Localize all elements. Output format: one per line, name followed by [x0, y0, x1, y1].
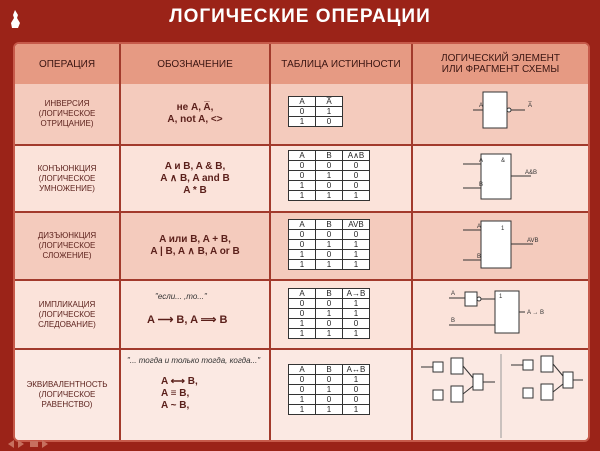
truth-table-imp	[288, 288, 370, 339]
imp-sym-label: 1	[499, 294, 503, 300]
truth-row	[289, 117, 343, 127]
truth-cell-value: 0	[343, 385, 370, 395]
truth-cell-value: 1	[343, 250, 370, 260]
quote-text: "... тогда и только тогда, когда..."	[127, 356, 261, 365]
truth-cell-value: 1	[316, 405, 343, 415]
truth-row	[289, 299, 370, 309]
truth-cell-value: 0	[289, 385, 316, 395]
header-notation: ОБОЗНАЧЕНИЕ	[121, 44, 271, 84]
truth-header-row	[289, 365, 370, 375]
truth-row	[289, 230, 370, 240]
truth-row	[289, 319, 370, 329]
truth-cell-value: 0	[316, 250, 343, 260]
truth-row	[289, 329, 370, 339]
notation-text: A ⟷ B, A ≡ B, A ~ B,	[161, 376, 198, 411]
truth-row	[289, 191, 370, 201]
op-name: ДИЗЪЮНКЦИЯ (ЛОГИЧЕСКОЕ СЛОЖЕНИЕ)	[15, 213, 121, 279]
page-title: ЛОГИЧЕСКИЕ ОПЕРАЦИИ	[169, 6, 431, 27]
table-header	[15, 44, 588, 84]
header-truth-table: ТАБЛИЦА ИСТИННОСТИ	[271, 44, 413, 84]
truth-cell-value: 1	[316, 260, 343, 270]
truth-cell-value: 1	[343, 329, 370, 339]
truth-cell-value: 1	[343, 191, 370, 201]
and-a-label: A	[479, 158, 484, 164]
truth-cell-value: 0	[343, 319, 370, 329]
truth-cell-value: B	[316, 151, 343, 161]
truth-cell-value: 1	[316, 240, 343, 250]
truth-row	[289, 309, 370, 319]
operations-table	[13, 42, 590, 442]
truth-cell-value: 1	[289, 395, 316, 405]
op-name: ЭКВИВАЛЕНТНОСТЬ (ЛОГИЧЕСКОЕ РАВЕНСТВО)	[15, 350, 121, 440]
op-name: ИНВЕРСИЯ (ЛОГИЧЕСКОЕ ОТРИЦАНИЕ)	[15, 84, 121, 144]
truth-cell-value: 1	[289, 405, 316, 415]
or-gate	[481, 221, 511, 268]
truth-cell-value: 0	[289, 107, 316, 117]
truth-cell-value: 0	[289, 171, 316, 181]
prev-icon[interactable]	[8, 440, 14, 448]
truth-cell-value: 0	[289, 375, 316, 385]
truth-cell-value: 0	[316, 230, 343, 240]
truth-cell-value: 1	[316, 385, 343, 395]
truth-cell-value: 1	[316, 107, 343, 117]
imp-a-label: A	[451, 291, 456, 297]
truth-cell-value: 1	[343, 375, 370, 385]
notation-cell	[121, 146, 271, 211]
and-sym-label: &	[501, 158, 506, 164]
truth-cell-value: B	[316, 220, 343, 230]
truth-cell-value: 0	[316, 319, 343, 329]
truth-cell-value: 1	[343, 309, 370, 319]
truth-cell-value: 0	[343, 181, 370, 191]
notation-text: A и B, A & B, A ∧ B, A and B A * B	[160, 160, 230, 196]
notation-text: не A, A̅, A, not A, <>	[167, 102, 223, 125]
truth-row	[289, 240, 370, 250]
truth-cell-value: A	[289, 365, 316, 375]
truth-cell-value: A̅	[316, 97, 343, 107]
truth-cell-value: 1	[289, 181, 316, 191]
truth-cell-value: 1	[343, 260, 370, 270]
truth-cell-value: A	[289, 220, 316, 230]
notation-cell	[121, 84, 271, 144]
truth-cell-value: 1	[316, 191, 343, 201]
and-out-label: A&B	[525, 170, 538, 176]
next-icon[interactable]	[18, 440, 24, 448]
truth-cell-value: 0	[343, 161, 370, 171]
truth-cell-value: 1	[316, 309, 343, 319]
truth-header-row	[289, 151, 370, 161]
notation-cell	[121, 213, 271, 279]
truth-table-and	[288, 150, 370, 201]
navigation-icons	[8, 439, 68, 449]
truth-cell-value: 1	[289, 319, 316, 329]
truth-header-row	[289, 97, 343, 107]
truth-cell-value: A	[289, 289, 316, 299]
quote-text: "если... ,то..."	[155, 292, 207, 301]
or-out-label: AVB	[527, 238, 539, 244]
truth-table-not	[288, 96, 343, 127]
logic-diagrams	[413, 84, 588, 440]
truth-row	[289, 395, 370, 405]
or-sym-label: 1	[501, 226, 505, 232]
header-operation: ОПЕРАЦИЯ	[15, 44, 121, 84]
notation-cell	[121, 281, 271, 348]
truth-cell-value: 0	[343, 171, 370, 181]
truth-row	[289, 405, 370, 415]
truth-cell-value: 0	[343, 230, 370, 240]
title-bar	[0, 0, 600, 36]
truth-cell-value: 1	[343, 299, 370, 309]
truth-cell-value: 0	[316, 299, 343, 309]
op-name: КОНЪЮНКЦИЯ (ЛОГИЧЕСКОЕ УМНОЖЕНИЕ)	[15, 146, 121, 211]
truth-row	[289, 107, 343, 117]
truth-cell-value: A→B	[343, 289, 370, 299]
truth-cell-value: A↔B	[343, 365, 370, 375]
truth-cell-value: 0	[289, 230, 316, 240]
truth-cell-value: 0	[316, 395, 343, 405]
notation-text: A ⟶ B, A ⟹ B	[147, 314, 228, 326]
imp-not-gate	[465, 292, 477, 306]
notation-cell	[121, 350, 271, 440]
truth-cell-value: 0	[316, 181, 343, 191]
truth-cell-value: A	[289, 151, 316, 161]
truth-table-eq	[288, 364, 370, 415]
header-element: ЛОГИЧЕСКИЙ ЭЛЕМЕНТ ИЛИ ФРАГМЕНТ СХЕМЫ	[441, 53, 560, 75]
truth-cell-value: 1	[289, 117, 316, 127]
truth-cell-value: 1	[316, 329, 343, 339]
truth-cell-value: 0	[343, 395, 370, 405]
truth-cell-value: A	[289, 97, 316, 107]
truth-row	[289, 250, 370, 260]
truth-cell-value: A∧B	[343, 151, 370, 161]
truth-cell-value: 1	[289, 260, 316, 270]
imp-out-label: A → B	[527, 310, 545, 316]
truth-cell-value: 1	[343, 405, 370, 415]
truth-cell-value: 0	[289, 161, 316, 171]
truth-cell-value: B	[316, 289, 343, 299]
truth-row	[289, 375, 370, 385]
truth-cell-value: 1	[316, 171, 343, 181]
truth-cell-value: B	[316, 365, 343, 375]
truth-cell-value: 1	[343, 240, 370, 250]
truth-row	[289, 260, 370, 270]
truth-row	[289, 161, 370, 171]
truth-cell-value: 1	[289, 250, 316, 260]
forward-icon[interactable]	[42, 440, 48, 448]
and-gate	[481, 154, 511, 199]
not-gate	[483, 92, 507, 128]
truth-cell-value: 0	[289, 299, 316, 309]
truth-cell-value: 0	[289, 309, 316, 319]
menu-icon[interactable]	[30, 441, 38, 447]
truth-row	[289, 385, 370, 395]
truth-row	[289, 171, 370, 181]
truth-cell-value: 0	[316, 117, 343, 127]
truth-cell-value: 0	[316, 161, 343, 171]
and-b-label: B	[479, 182, 484, 188]
truth-header-row	[289, 220, 370, 230]
truth-header-row	[289, 289, 370, 299]
truth-cell-value: 0	[289, 240, 316, 250]
truth-cell-value: 1	[289, 191, 316, 201]
truth-cell-value: 0	[316, 375, 343, 385]
truth-table-or	[288, 219, 370, 270]
imp-b-label: B	[451, 318, 456, 324]
truth-cell-value: AVB	[343, 220, 370, 230]
op-name: ИМПЛИКАЦИЯ (ЛОГИЧЕСКОЕ СЛЕДОВАНИЕ)	[15, 281, 121, 348]
notation-text: A или B, A + B, A | B, A ∧ B, A or B	[150, 234, 240, 257]
not-in-label: A	[479, 103, 484, 109]
not-out-label: A̅	[528, 103, 533, 109]
truth-cell-value: 1	[289, 329, 316, 339]
truth-row	[289, 181, 370, 191]
or-a-label: A	[477, 224, 482, 230]
or-b-label: B	[477, 254, 482, 260]
